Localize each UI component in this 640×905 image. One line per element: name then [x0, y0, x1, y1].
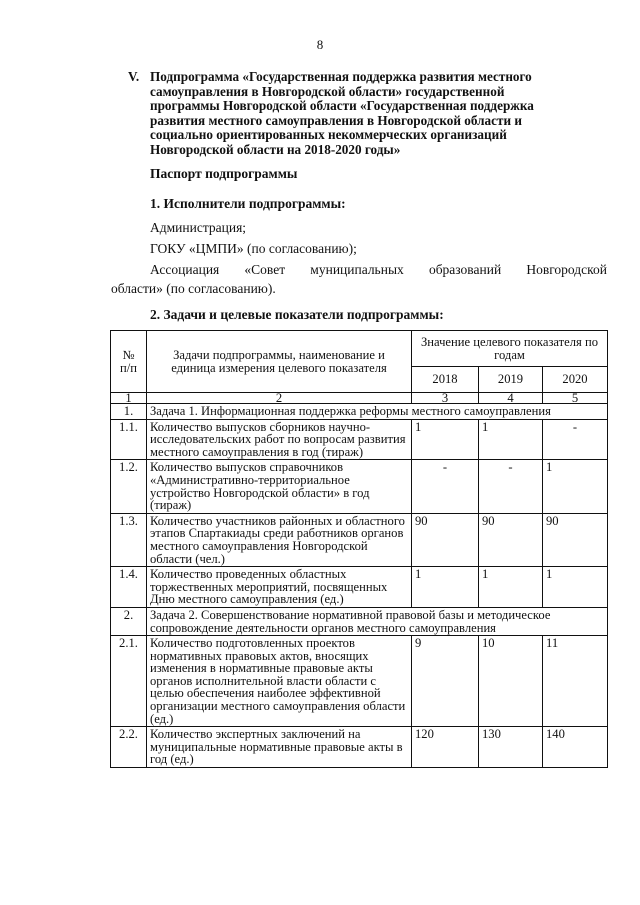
row-number: 1.2.: [111, 460, 147, 513]
value-2018: 90: [412, 513, 479, 566]
value-2019: 130: [479, 727, 543, 768]
header-num: № п/п: [111, 331, 147, 393]
row-number: 2.: [111, 607, 147, 635]
section-title-line: самоуправления в Новгородской области» государственной: [150, 83, 505, 99]
word: муниципальных: [310, 262, 404, 277]
indicator-desc: Количество выпусков справочников «Административно-территориальное устройство Новгородской области» в год (тираж): [147, 460, 412, 513]
word: «Совет: [244, 262, 286, 277]
value-2018: 9: [412, 636, 479, 727]
column-number: 4: [479, 393, 543, 404]
task-title: Задача 2. Совершенствование нормативной правовой базы и методическое сопровождение деятельности органов местного самоуправления: [147, 607, 608, 635]
column-number: 2: [147, 393, 412, 404]
table-row: [111, 636, 608, 727]
row-number: 1.: [111, 404, 147, 420]
section-title-line: Новгородской области на 2018-2020 годы»: [150, 141, 401, 157]
value-2020: 90: [543, 513, 608, 566]
tasks-heading: 2. Задачи и целевые показатели подпрограммы:: [150, 307, 444, 322]
section-title-line: программы Новгородской области «Государственная поддержка: [150, 98, 534, 113]
value-2019: 90: [479, 513, 543, 566]
column-number: 3: [412, 393, 479, 404]
column-numbers-row: [111, 393, 608, 404]
word: образований: [428, 262, 502, 277]
executor-line-justified: [150, 262, 607, 278]
header-desc: Задачи подпрограммы, наименование и единица измерения целевого показателя: [147, 331, 412, 393]
table-row: [111, 460, 608, 513]
passport-heading: Паспорт подпрограммы: [150, 166, 298, 181]
table-row: [111, 567, 608, 608]
executor-line: области» (по согласованию).: [111, 281, 276, 296]
section-title-line: социально ориентированных некоммерческих организаций: [150, 127, 507, 142]
column-number: 5: [543, 393, 608, 404]
header-year: 2018: [412, 367, 479, 393]
page-number: 8: [316, 37, 324, 52]
indicators-table: [110, 330, 608, 768]
row-number: 1.4.: [111, 567, 147, 608]
value-2019: 10: [479, 636, 543, 727]
indicator-desc: Количество экспертных заключений на муниципальные нормативные правовые акты в год (ед.): [147, 727, 412, 768]
word: Ассоциация: [150, 262, 220, 277]
word: Новгородской: [526, 262, 607, 277]
table-row: [111, 513, 608, 566]
value-2020: -: [543, 419, 608, 460]
value-2018: 120: [412, 727, 479, 768]
table-row: [111, 404, 608, 420]
section-title: [128, 69, 610, 157]
value-2019: -: [479, 460, 543, 513]
value-2020: 1: [543, 567, 608, 608]
value-2018: 1: [412, 419, 479, 460]
section-title-line: Подпрограмма «Государственная поддержка развития местного: [150, 69, 532, 84]
value-2020: 140: [543, 727, 608, 768]
value-2019: 1: [479, 567, 543, 608]
executor-line: ГОКУ «ЦМПИ» (по согласованию);: [150, 241, 357, 256]
table-row: [111, 607, 608, 635]
table-row: [111, 419, 608, 460]
column-number: 1: [111, 393, 147, 404]
table-row: [111, 727, 608, 768]
header-values-group: Значение целевого показателя по годам: [412, 331, 608, 367]
indicator-desc: Количество подготовленных проектов нормативных правовых актов, вносящих изменения в нормативные правовые акты органов исполнительной власти области с целью обеспечения наиболее эффективной организации местного самоуправления области (ед.): [147, 636, 412, 727]
value-2020: 11: [543, 636, 608, 727]
value-2018: 1: [412, 567, 479, 608]
header-year: 2020: [543, 367, 608, 393]
indicator-desc: Количество участников районных и областного этапов Спартакиады среди работников органов местного самоуправления Новгородской области (чел.): [147, 513, 412, 566]
section-number: V.: [128, 69, 140, 84]
row-number: 1.1.: [111, 419, 147, 460]
executors-heading: 1. Исполнители подпрограммы:: [150, 196, 346, 211]
indicator-desc: Количество проведенных областных торжественных мероприятий, посвященных Дню местного самоуправления (ед.): [147, 567, 412, 608]
row-number: 1.3.: [111, 513, 147, 566]
row-number: 2.1.: [111, 636, 147, 727]
row-number: 2.2.: [111, 727, 147, 768]
value-2019: 1: [479, 419, 543, 460]
header-year: 2019: [479, 367, 543, 393]
task-title: Задача 1. Информационная поддержка реформы местного самоуправления: [147, 404, 608, 420]
value-2020: 1: [543, 460, 608, 513]
table-header-row: [111, 331, 608, 367]
section-title-line: развития местного самоуправления в Новгородской области и: [150, 112, 522, 128]
indicator-desc: Количество выпусков сборников научно-исследовательских работ по вопросам развития местного самоуправления в год (тираж): [147, 419, 412, 460]
value-2018: -: [412, 460, 479, 513]
executor-line: Администрация;: [150, 220, 247, 235]
